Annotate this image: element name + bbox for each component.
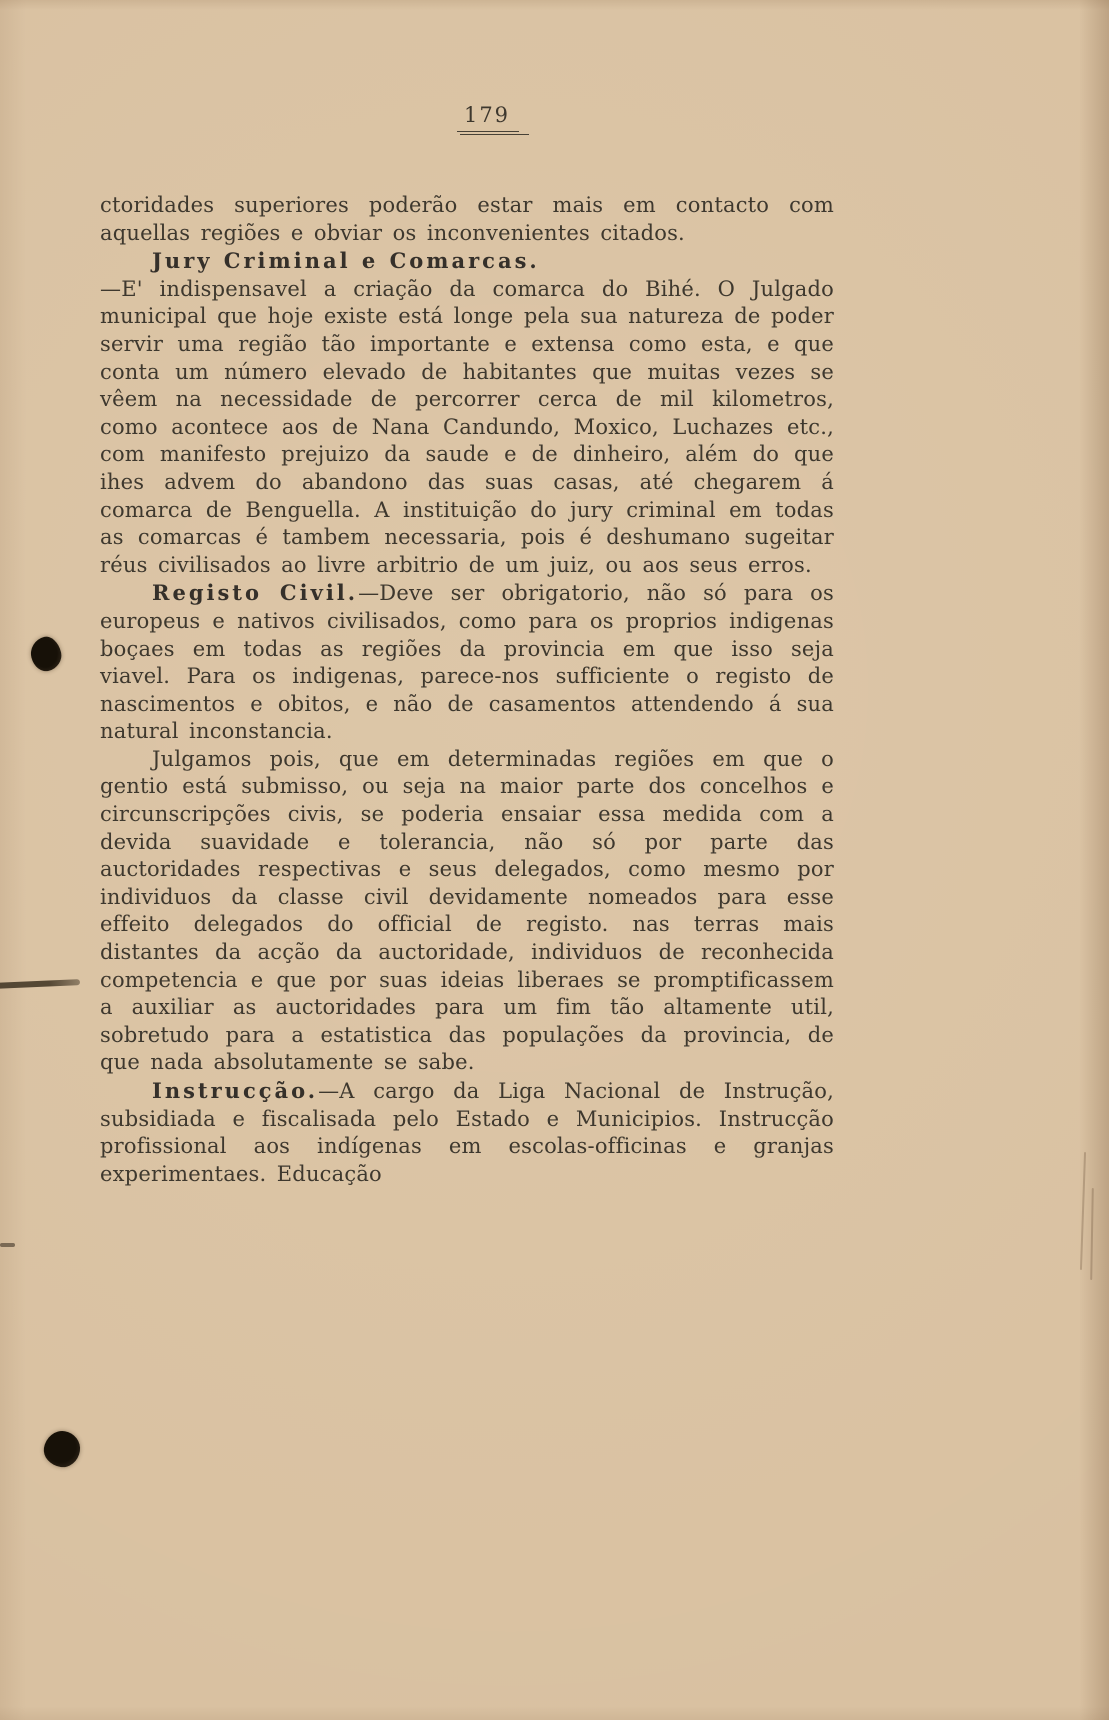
ink-blot	[41, 1428, 82, 1469]
section-body-registo-civil: —Deve ser obrigatorio, não só para os europeus e nativos civilisados, como para os proprios indigenas boçaes em todas as regiões da provincia em que isso seja viavel. Para os indigenas, parece-nos sufficiente o registo de nascimentos e obitos, e não de casamentos attendendo á sua natural inconstancia.	[100, 581, 834, 744]
section-heading-instruccao: Instrucção.	[152, 1078, 319, 1103]
section-heading-jury-criminal: Jury Criminal e Comarcas.	[152, 248, 540, 274]
paragraph-julgamos: Julgamos pois, que em determinadas regiões em que o gentio está submisso, ou seja na maior parte dos concelhos e circunscripções civis, se poderia ensaiar essa medida com a devida suavidade e tolerancia, não só por parte das auctoridades respectivas e seus delegados, como mesmo por individuos da classe civil devidamente nomeados para esse effeito delegados do official de registo. nas terras mais distantes da acção da auctoridade, individuos de reconhecida competencia e que por suas ideias liberaes se promptificassem a auxiliar as auctoridades para um fim tão altamente util, sobretudo para a estatistica das populações da provincia, de que nada absolutamente se sabe.	[100, 746, 834, 1075]
paragraph-continuation: ctoridades superiores poderão estar mais em contacto com aquellas regiões e obviar os inconvenientes citados.	[100, 193, 834, 245]
margin-pen-mark	[0, 979, 80, 989]
ink-blot	[27, 634, 64, 674]
section-body-jury-criminal: —E' indispensavel a criação da comarca do Bihé. O Julgado municipal que hoje existe está longe pela sua natureza de poder servir uma região tão importante e extensa como esta, e que conta um número elevado de habitantes que muitas vezes se vêem na necessidade de percorrer cerca de mil kilometros, como acontece aos de Nana Candundo, Moxico, Luchazes etc., com manifesto prejuizo da saude e de dinheiro, além do que ihes advem do abandono das suas casas, até chegarem á comarca de Benguella. A instituição do jury criminal em todas as comarcas é tambem necessaria, pois é deshumano sugeitar réus civilisados ao livre arbitrio de um juiz, ou aos seus erros.	[100, 276, 834, 577]
page-header	[100, 103, 840, 132]
section-instruccao	[100, 1077, 834, 1188]
page-number: 179	[457, 103, 519, 132]
section-heading-registo-civil: Registo Civil.	[152, 580, 359, 606]
section-registo-civil	[100, 579, 834, 746]
section-body-instruccao: —A cargo da Liga Nacional de Instrução, subsidiada e fiscalisada pelo Estado e Municipios. Instrucção profissional aos indígenas em escolas-officinas e granjas experimentaes. Educação	[100, 1079, 834, 1186]
section-jury-heading-line	[100, 247, 834, 276]
page-edge-mark	[1080, 1152, 1086, 1270]
text-block	[100, 192, 834, 1188]
page-edge-mark	[1090, 1188, 1094, 1280]
margin-pen-tick	[0, 1243, 15, 1247]
